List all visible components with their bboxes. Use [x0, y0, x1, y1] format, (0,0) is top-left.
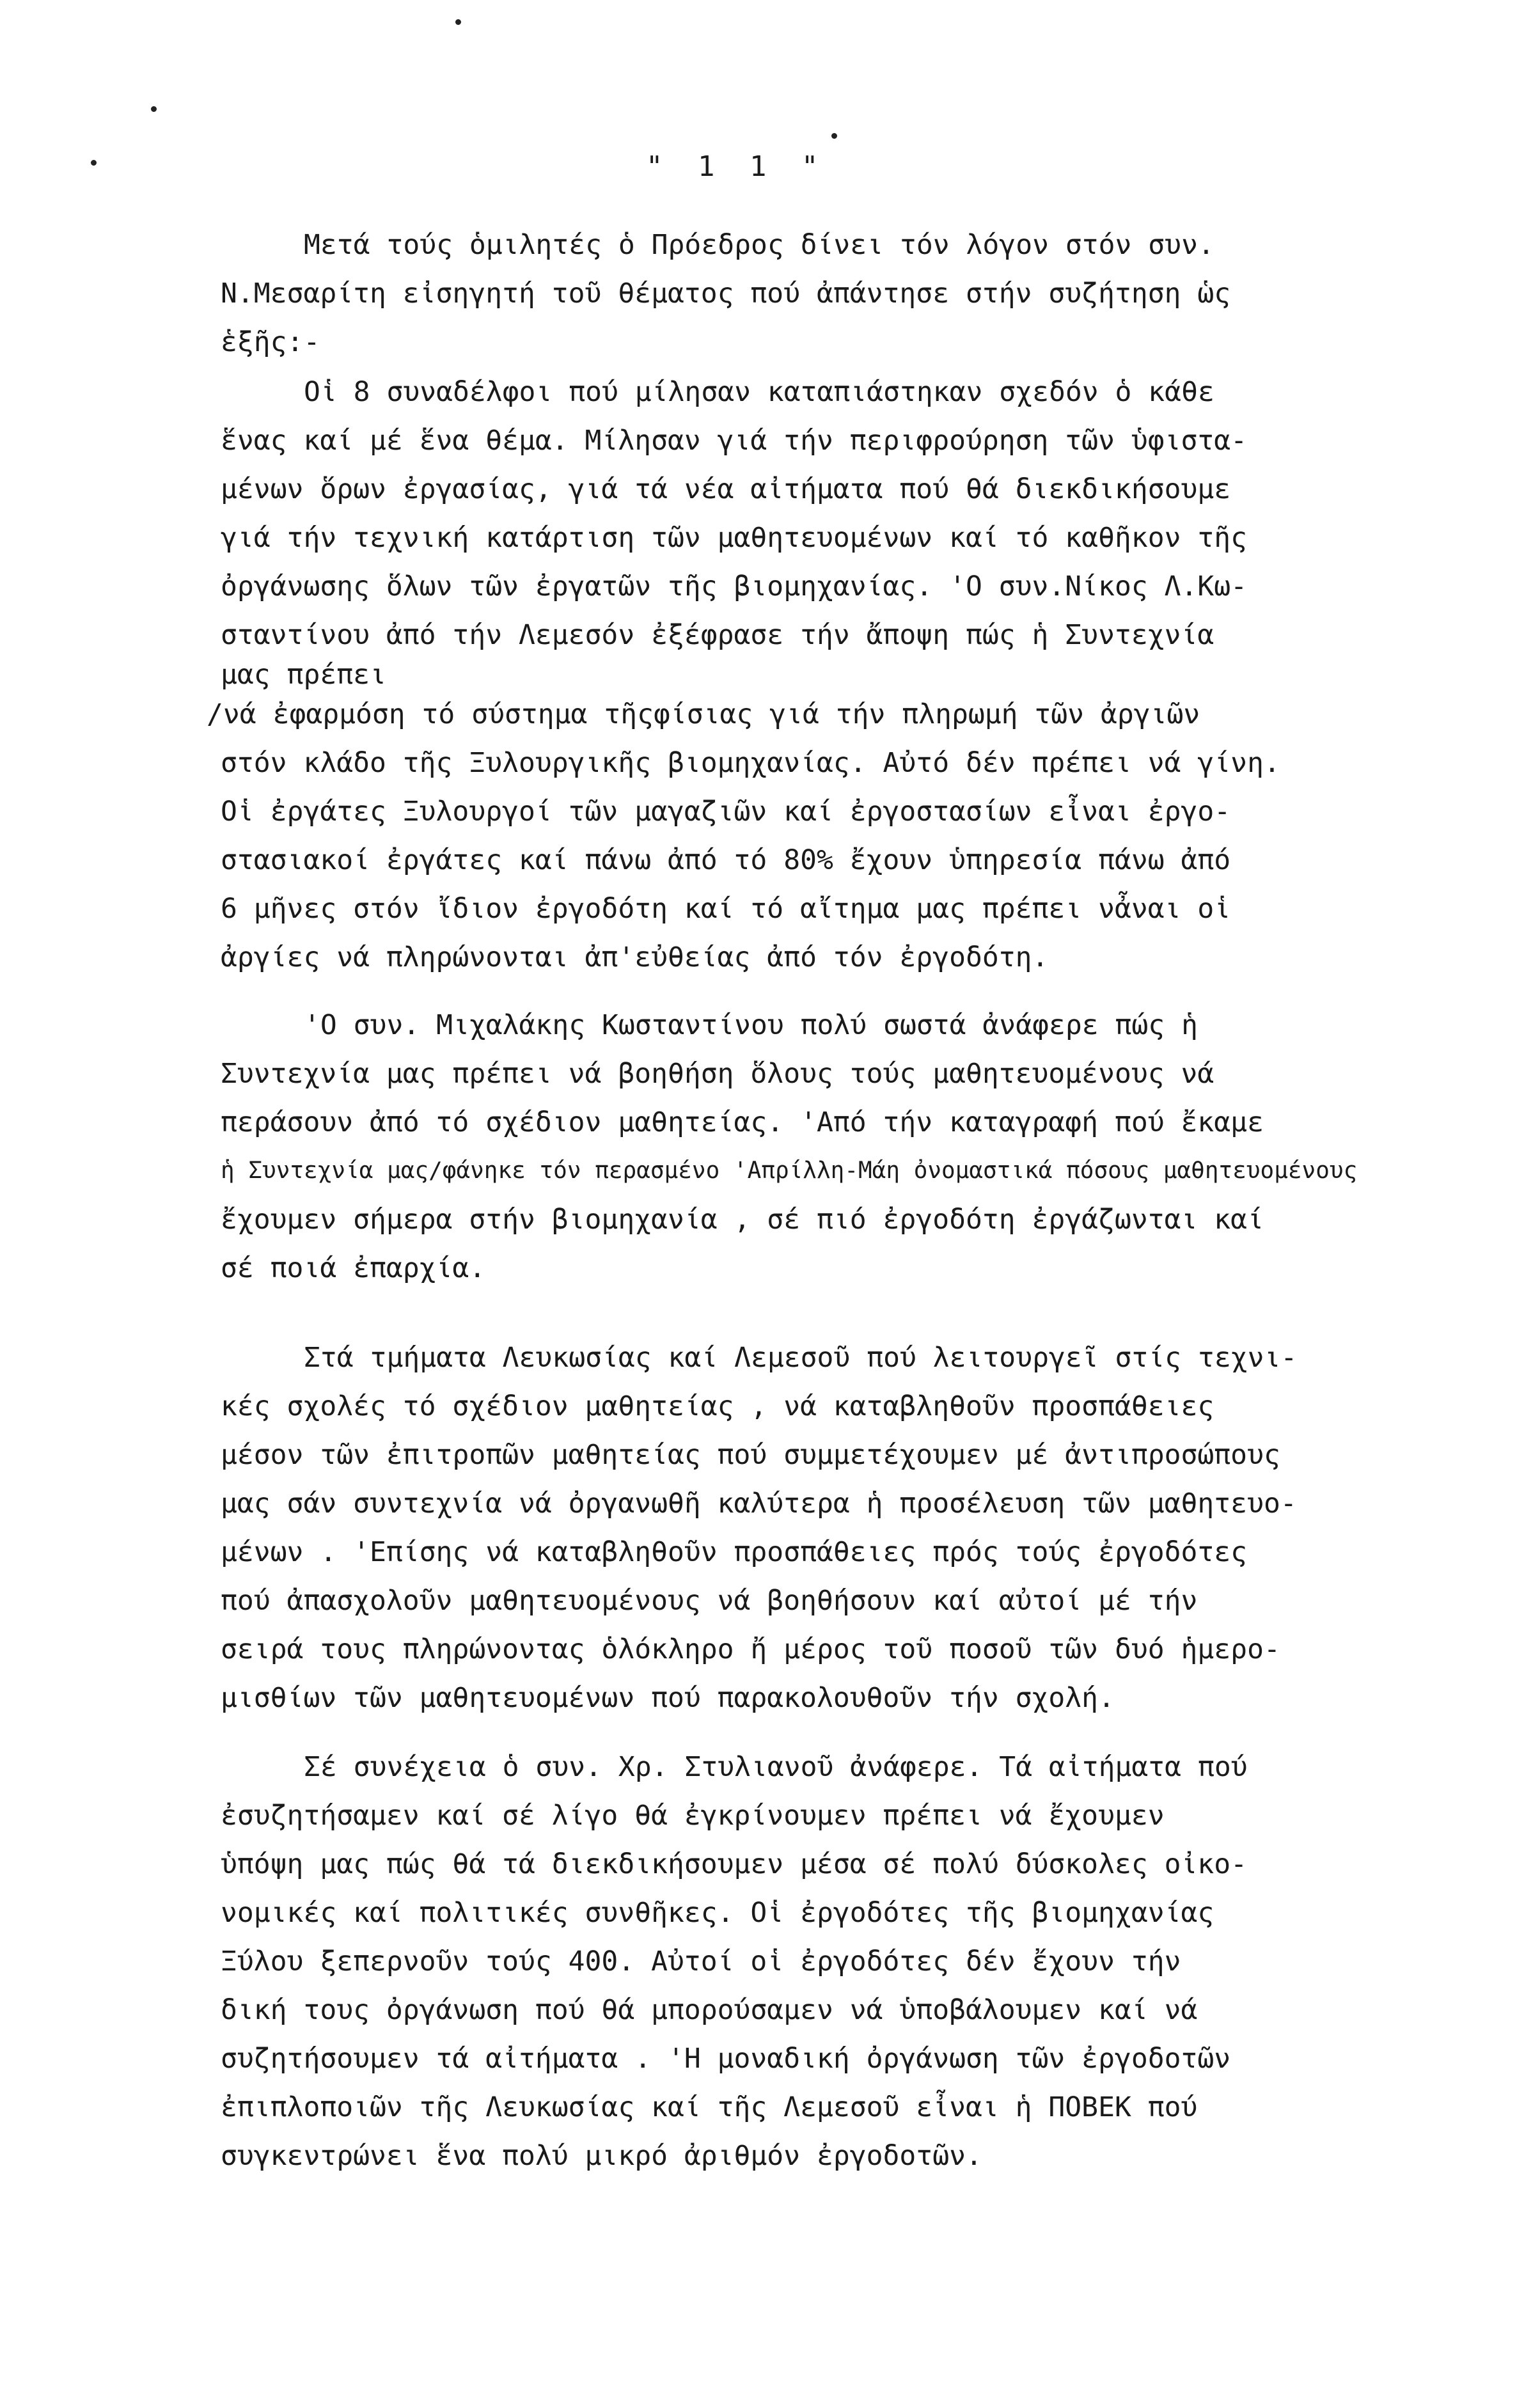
- page-number: " 1 1 ": [646, 150, 828, 183]
- text-line: μένων . 'Επίσης νά καταβληθοῦν προσπάθειες πρός τούς ἐργοδότες: [221, 1536, 1248, 1568]
- margin-speck: [91, 160, 97, 166]
- text-line: μας πρέπει: [221, 659, 386, 691]
- text-line: μισθίων τῶν μαθητευομένων πού παρακολουθοῦν τήν σχολή.: [221, 1682, 1115, 1714]
- text-line: συζητήσουμεν τά αἰτήματα . 'Η μοναδική ὀργάνωση τῶν ἐργοδοτῶν: [221, 2043, 1231, 2075]
- text-line: Ν.Μεσαρίτη εἰσηγητή τοῦ θέματος πού ἀπάντησε στήν συζήτηση ὡς: [221, 278, 1231, 310]
- paragraph-intro: [221, 221, 1493, 366]
- text-line: πού ἀπασχολοῦν μαθητευομένους νά βοηθήσουν καί αὐτοί μέ τήν: [221, 1585, 1198, 1617]
- text-line: Στά τμήματα Λευκωσίας καί Λεμεσοῦ πού λειτουργεῖ στίς τεχνι-: [304, 1342, 1298, 1374]
- text-line: σειρά τους πληρώνοντας ὁλόκληρο ἤ μέρος τοῦ ποσοῦ τῶν δυό ἡμερο-: [221, 1633, 1280, 1665]
- text-line: σέ ποιά ἐπαρχία.: [221, 1252, 486, 1284]
- text-line: ἐσυζητήσαμεν καί σέ λίγο θά ἐγκρίνουμεν πρέπει νά ἔχουμεν: [221, 1800, 1165, 1832]
- text-line: ὀργάνωσης ὅλων τῶν ἐργατῶν τῆς βιομηχανίας. 'Ο συν.Νίκος Λ.Κω-: [221, 570, 1248, 602]
- text-line: μας σάν συντεχνία νά ὀργανωθῆ καλύτερα ἡ προσέλευση τῶν μαθητευο-: [221, 1488, 1297, 1520]
- text-line: Σέ συνέχεια ὁ συν. Χρ. Στυλιανοῦ ἀνάφερε. Τά αἰτήματα πού: [304, 1751, 1248, 1783]
- text-line: νομικές καί πολιτικές συνθῆκες. Οἱ ἐργοδότες τῆς βιομηχανίας: [221, 1897, 1214, 1929]
- paragraph-demands: [221, 1743, 1493, 2180]
- text-line: κές σχολές τό σχέδιον μαθητείας , νά καταβληθοῦν προσπάθειες: [221, 1390, 1214, 1422]
- text-line: ὑπόψη μας πώς θά τά διεκδικήσουμεν μέσα σέ πολύ δύσκολες οἰκο-: [221, 1848, 1248, 1880]
- text-line: 6 μῆνες στόν ἴδιον ἐργοδότη καί τό αἴτημα μας πρέπει νἆναι οἱ: [221, 893, 1231, 925]
- margin-speck: [831, 133, 837, 139]
- text-line: περάσουν ἀπό τό σχέδιον μαθητείας. 'Από τήν καταγραφή πού ἔκαμε: [221, 1106, 1264, 1138]
- text-line: Μετά τούς ὁμιλητές ὁ Πρόεδρος δίνει τόν λόγον στόν συν.: [304, 229, 1214, 261]
- text-line: σταντίνου ἀπό τήν Λεμεσόν ἐξέφρασε τήν ἄποψη πώς ἡ Συντεχνία: [221, 619, 1214, 651]
- paragraph-schools: [221, 1333, 1493, 1722]
- margin-speck: [151, 106, 157, 112]
- text-line: ἐπιπλοποιῶν τῆς Λευκωσίας καί τῆς Λεμεσοῦ εἶναι ἡ ΠΟΒΕΚ πού: [221, 2091, 1198, 2123]
- text-line: 'Ο συν. Μιχαλάκης Κωσταντίνου πολύ σωστά ἀνάφερε πώς ἡ: [304, 1009, 1198, 1041]
- text-line: Οἱ 8 συναδέλφοι πού μίλησαν καταπιάστηκαν σχεδόν ὁ κάθε: [304, 376, 1214, 408]
- text-line: ἔχουμεν σήμερα στήν βιομηχανία , σέ πιό ἐργοδότη ἐργάζωνται καί: [221, 1204, 1264, 1236]
- text-line: Συντεχνία μας πρέπει νά βοηθήση ὅλους τούς μαθητευομένους νά: [221, 1058, 1214, 1090]
- text-line: ἡ Συντεχνία μας/φάνηκε τόν περασμένο 'Απρίλλη-Μάη ὀνομαστικά πόσους μαθητευομένους: [221, 1158, 1358, 1184]
- text-line: ἀργίες νά πληρώνονται ἀπ'εὐθείας ἀπό τόν ἐργοδότη.: [221, 941, 1049, 973]
- text-line: μέσον τῶν ἐπιτροπῶν μαθητείας πού συμμετέχουμεν μέ ἀντιπροσώπους: [221, 1439, 1280, 1471]
- text-line: μένων ὅρων ἐργασίας, γιά τά νέα αἰτήματα πού θά διεκδικήσουμε: [221, 473, 1231, 505]
- paragraph-apprentices: [221, 1001, 1493, 1293]
- text-line: Ξύλου ξεπερνοῦν τούς 400. Αὐτοί οἱ ἐργοδότες δέν ἔχουν τήν: [221, 1945, 1181, 1977]
- text-line: δική τους ὀργάνωση πού θά μπορούσαμεν νά ὑποβάλουμεν καί νά: [221, 1994, 1198, 2026]
- text-line: ἕνας καί μέ ἕνα θέμα. Μίλησαν γιά τήν περιφρούρηση τῶν ὑφιστα-: [221, 425, 1248, 457]
- text-line: γιά τήν τεχνική κατάρτιση τῶν μαθητευομένων καί τό καθῆκον τῆς: [221, 522, 1248, 554]
- margin-speck: [455, 19, 461, 25]
- paragraph-speakers: [207, 368, 1493, 982]
- text-line: Οἱ ἐργάτες Ξυλουργοί τῶν μαγαζιῶν καί ἐργοστασίων εἶναι ἐργο-: [221, 796, 1231, 828]
- text-line: συγκεντρώνει ἕνα πολύ μικρό ἀριθμόν ἐργοδοτῶν.: [221, 2140, 982, 2172]
- text-line: ἑξῆς:-: [221, 326, 320, 358]
- text-line: /νά ἐφαρμόση τό σύστημα τῆςφίσιας γιά τήν πληρωμή τῶν ἀργιῶν: [207, 698, 1200, 730]
- text-line: στόν κλάδο τῆς Ξυλουργικῆς βιομηχανίας. Αὐτό δέν πρέπει νά γίνη.: [221, 747, 1280, 779]
- text-line: στασιακοί ἐργάτες καί πάνω ἀπό τό 80% ἔχουν ὑπηρεσία πάνω ἀπό: [221, 844, 1231, 876]
